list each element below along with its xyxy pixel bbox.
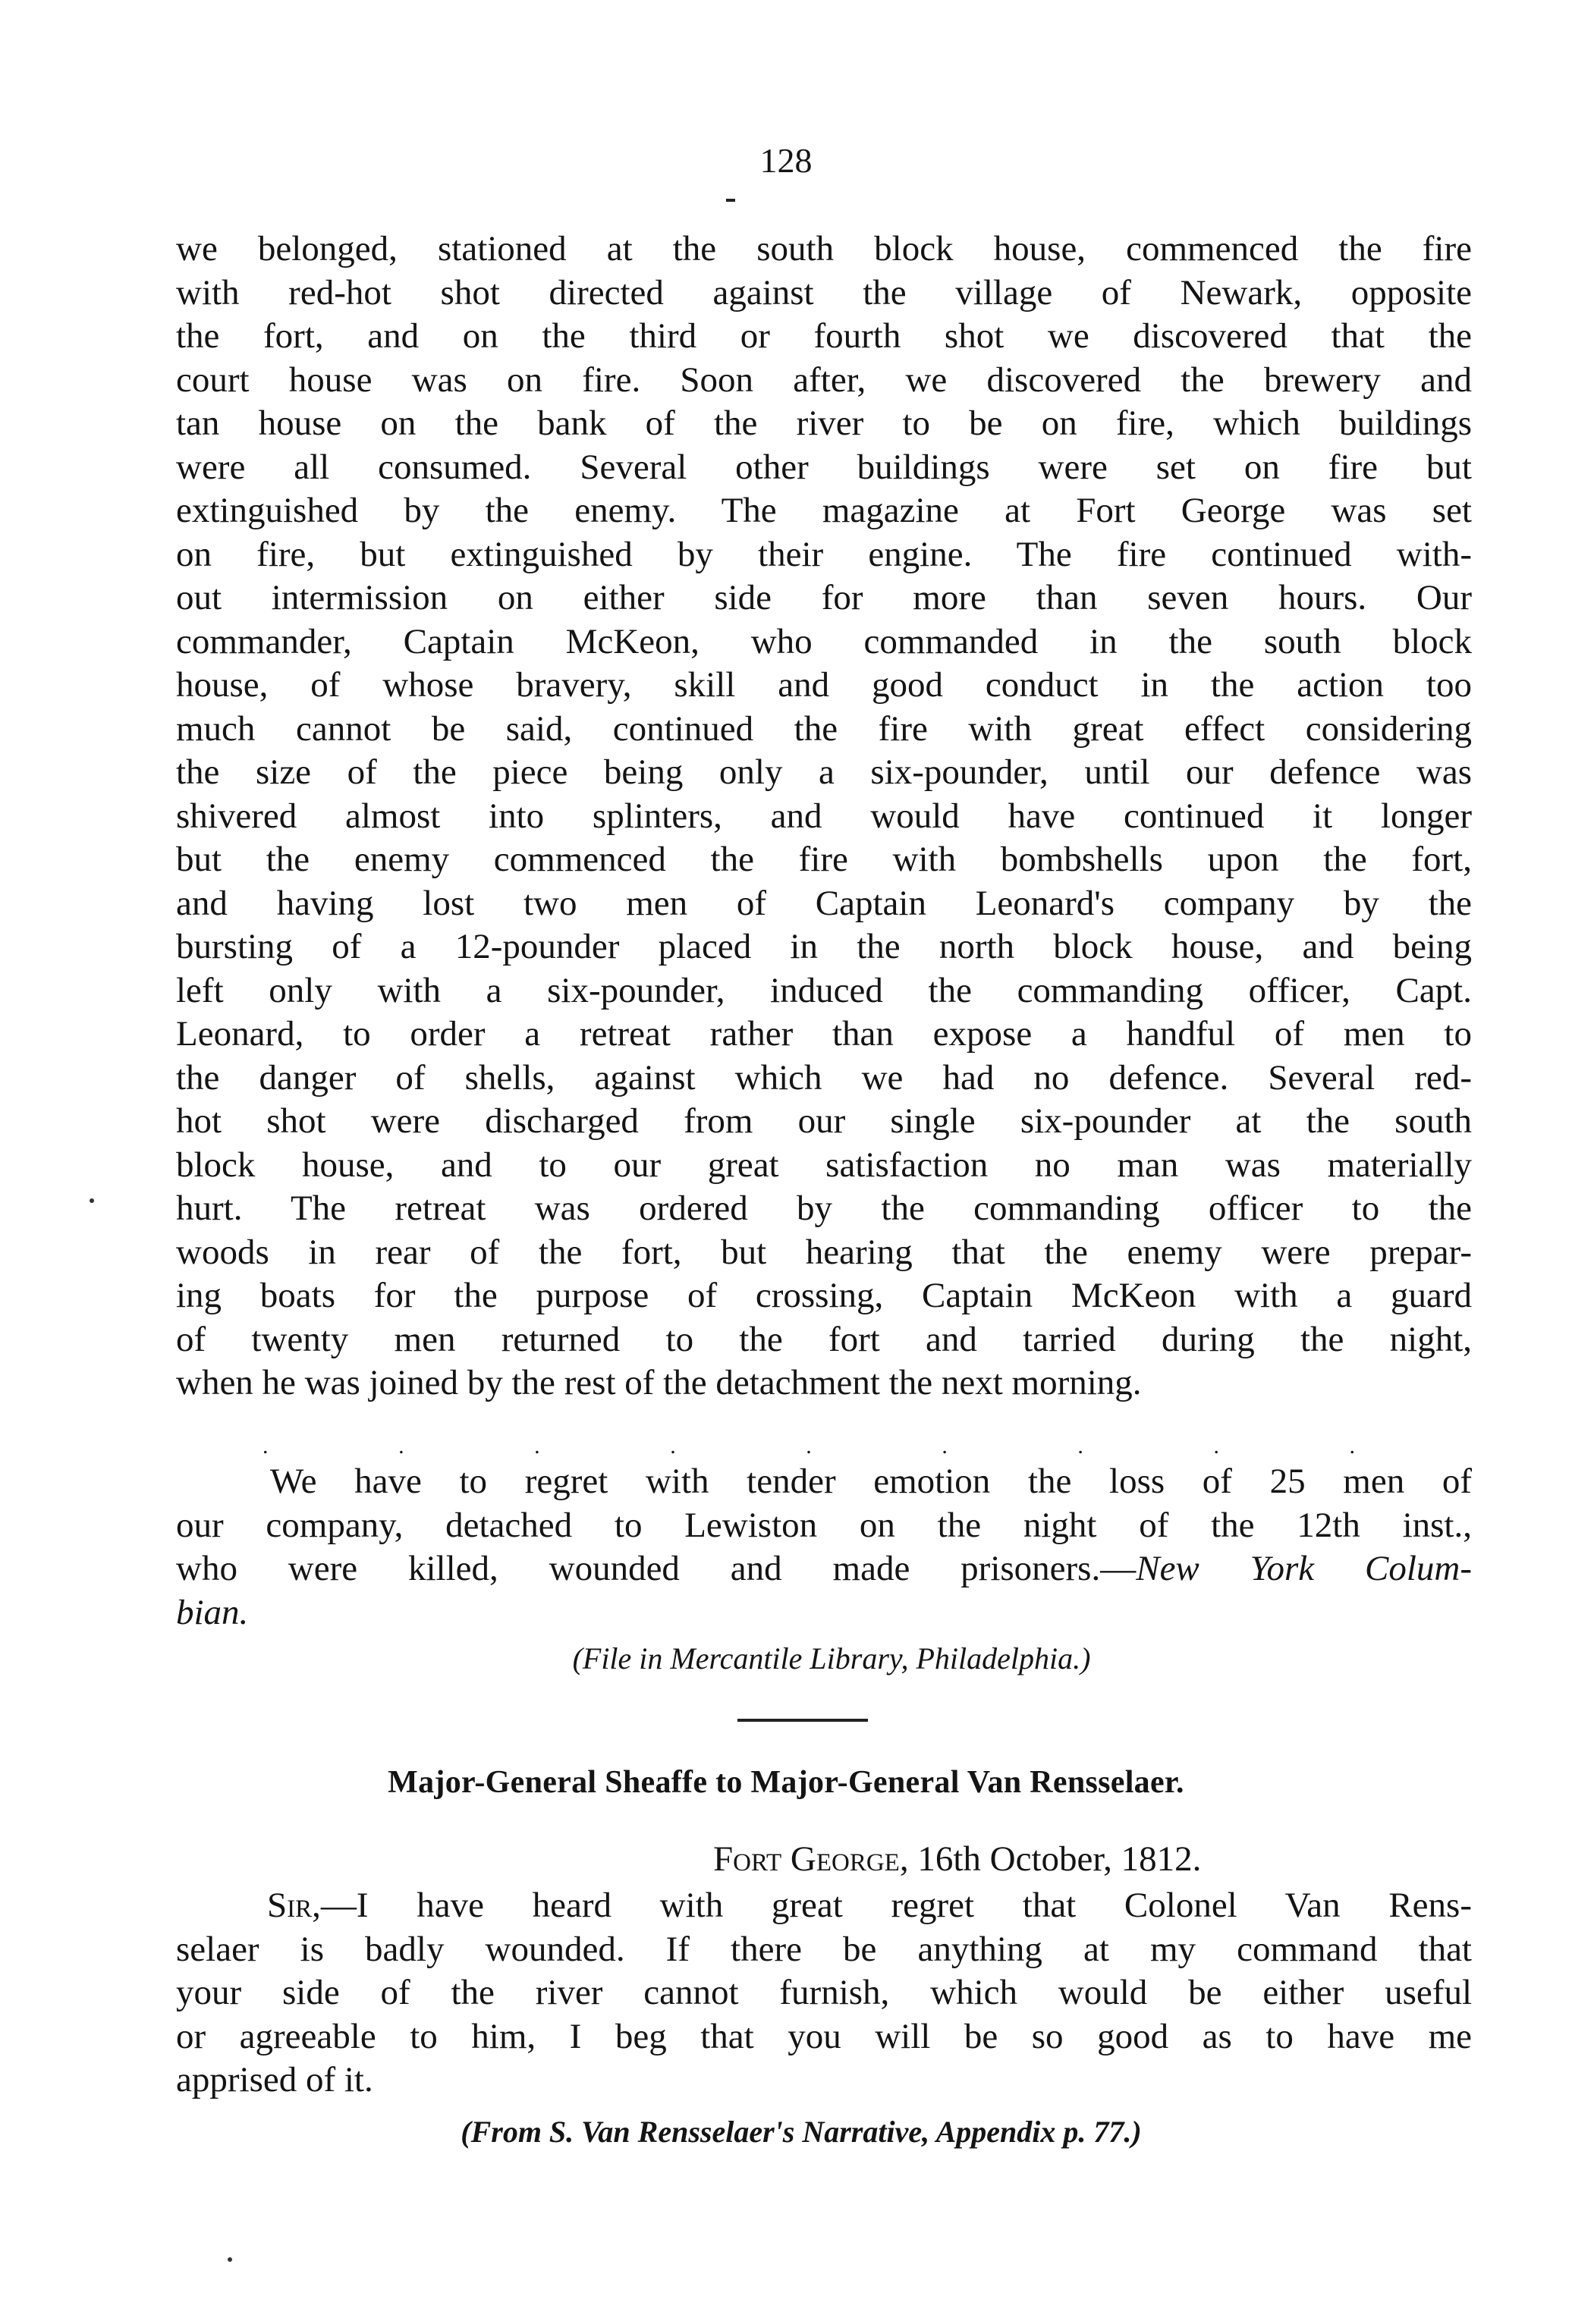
text-line: or agreeable to him, I beg that you will be so good as to have me: [176, 2016, 1472, 2056]
scan-speck: [90, 1198, 94, 1203]
text-line: were all consumed. Several other buildings were set on fire but: [176, 447, 1472, 487]
text-line: woods in rear of the fort, but hearing that the enemy were prepar-: [176, 1232, 1472, 1272]
newspaper-name-continued: bian.: [176, 1592, 249, 1632]
ellipsis-dot: .: [398, 1434, 404, 1459]
section-divider: [737, 1719, 868, 1722]
text-line: but the enemy commenced the fire with bombshells upon the fort,: [176, 840, 1472, 879]
scan-speck: [228, 2257, 232, 2262]
ellipsis-dot: .: [534, 1434, 540, 1459]
text-line: ing boats for the purpose of crossing, Captain McKeon with a guard: [176, 1276, 1472, 1315]
text-line: extinguished by the enemy. The magazine at Fort George was set: [176, 491, 1472, 530]
text-line: hurt. The retreat was ordered by the commanding officer to the: [176, 1189, 1472, 1228]
text-line: when he was joined by the rest of the detachment the next morning.: [176, 1363, 1142, 1402]
text-line: hot shot were discharged from our single six-pounder at the south: [176, 1101, 1472, 1141]
text-line: the fort, and on the third or fourth shot we discovered that the: [176, 316, 1472, 356]
text-line: the danger of shells, against which we had no defence. Several red-: [176, 1057, 1472, 1098]
text-line: block house, and to our great satisfaction no man was materially: [176, 1145, 1472, 1185]
text-line: left only with a six-pounder, induced the commanding officer, Capt.: [176, 970, 1472, 1010]
ellipsis-dot: .: [1213, 1434, 1219, 1459]
ellipsis-dot: .: [942, 1434, 948, 1459]
letter-body: [176, 1884, 1472, 2103]
text-line: We have to regret with tender emotion the loss of 25 men of: [270, 1462, 1472, 1501]
source-note: (From S. Van Rensselaer's Narrative, Appendix p. 77.): [461, 2115, 1142, 2149]
ellipsis-dot: .: [1077, 1434, 1083, 1459]
text-line: [176, 1591, 1472, 1635]
text-line: we belonged, stationed at the south block house, commenced the fire: [176, 229, 1472, 269]
ellipsis-dot: .: [670, 1434, 676, 1459]
ellipsis-dot: .: [263, 1434, 269, 1459]
paragraph-loss: [176, 1460, 1472, 1635]
text-line: with red-hot shot directed against the village of Newark, opposite: [176, 272, 1472, 312]
text-line: court house was on fire. Soon after, we discovered the brewery and: [176, 360, 1472, 400]
text-line: [176, 1884, 1472, 1928]
page-number: 128: [759, 141, 813, 180]
salutation: Sir,: [267, 1886, 321, 1925]
text-line: commander, Captain McKeon, who commanded in the south block: [176, 621, 1472, 661]
text-line: apprised of it.: [176, 2060, 373, 2099]
ellipsis-dot: .: [1349, 1434, 1355, 1459]
dateline-place: Fort George,: [713, 1839, 909, 1879]
text-line: shivered almost into splinters, and would have continued it longer: [176, 796, 1472, 836]
text-line: out intermission on either side for more than seven hours. Our: [176, 578, 1472, 617]
text-line: the size of the piece being only a six-pounder, until our defence was: [176, 752, 1472, 792]
dateline-date: 16th October, 1812.: [908, 1839, 1202, 1879]
paragraph-dispatch: [176, 228, 1472, 1405]
header-mark: [726, 199, 735, 202]
text-line: Leonard, to order a retreat rather than expose a handful of men to: [176, 1014, 1472, 1054]
text-line: your side of the river cannot furnish, which would be either useful: [176, 1973, 1472, 2012]
ellipsis-row: [263, 1435, 1355, 1458]
text-line: [176, 1547, 1472, 1591]
dateline: [713, 1837, 1201, 1881]
text-line: and having lost two men of Captain Leonard's company by the: [176, 883, 1472, 923]
text-line: tan house on the bank of the river to be on fire, which buildings: [176, 404, 1472, 443]
text-line: of twenty men returned to the fort and tarried during the night,: [176, 1319, 1472, 1359]
text-line: selaer is badly wounded. If there be anything at my command that: [176, 1929, 1472, 1969]
text-line: our company, detached to Lewiston on the night of the 12th inst.,: [176, 1505, 1472, 1545]
text-run: who were killed, wounded and made prisoners.—: [176, 1549, 1137, 1588]
text-line: much cannot be said, continued the fire with great effect considering: [176, 708, 1472, 749]
newspaper-name: New York Colum-: [1136, 1549, 1472, 1588]
text-line: bursting of a 12-pounder placed in the north block house, and being: [176, 927, 1472, 966]
text-line: on fire, but extinguished by their engine. The fire continued with-: [176, 534, 1472, 574]
letter-heading: Major-General Sheaffe to Major-General Van Rensselaer.: [388, 1765, 1184, 1800]
ellipsis-dot: .: [806, 1434, 812, 1459]
text-run: —I have heard with great regret that Colonel Van Rens-: [320, 1886, 1472, 1925]
text-line: house, of whose bravery, skill and good conduct in the action too: [176, 665, 1472, 705]
source-note: (File in Mercantile Library, Philadelphia.): [572, 1641, 1091, 1675]
